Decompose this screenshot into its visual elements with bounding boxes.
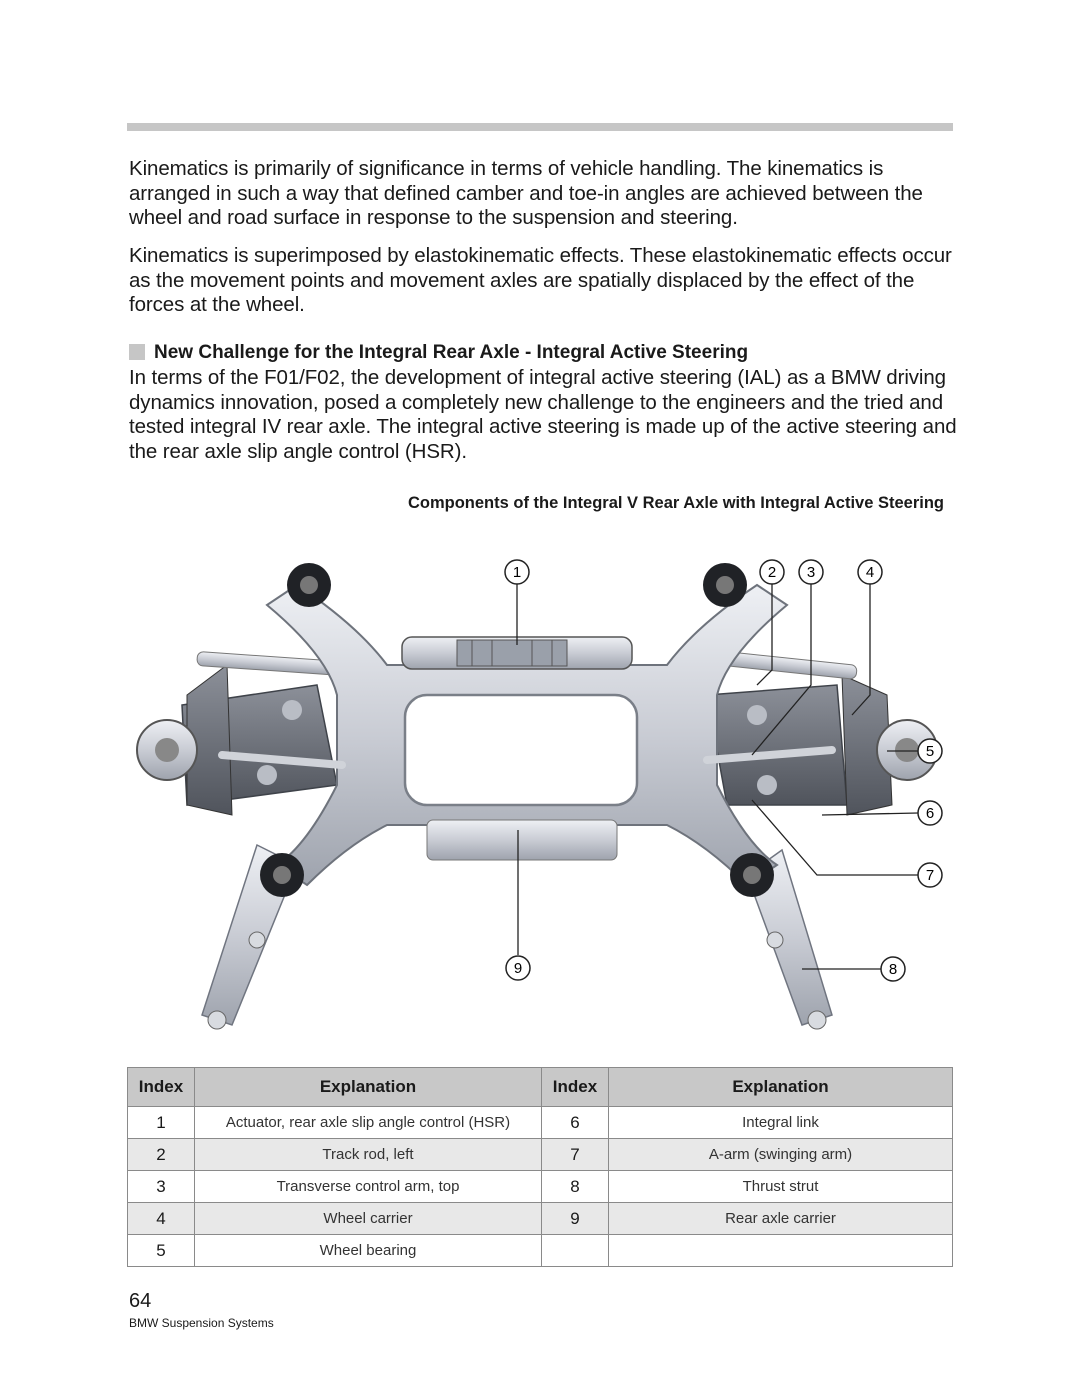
- rear-axle-carrier: [267, 585, 787, 885]
- table-cell: Rear axle carrier: [609, 1203, 953, 1235]
- page-number: 64: [129, 1290, 152, 1312]
- callout-5: [918, 739, 942, 763]
- table-cell: Integral link: [609, 1107, 953, 1139]
- svg-text:2: 2: [767, 564, 777, 581]
- table-cell: 9: [542, 1203, 609, 1235]
- a-arm-right: [707, 685, 847, 805]
- callout-9: [506, 956, 530, 980]
- callout-3: [799, 560, 823, 584]
- table-cell: Thrust strut: [609, 1171, 953, 1203]
- header-index: Index: [542, 1068, 609, 1107]
- table-cell: 8: [542, 1171, 609, 1203]
- index-table: [127, 1067, 953, 1267]
- table-cell: 4: [128, 1203, 195, 1235]
- table-cell: 5: [128, 1235, 195, 1267]
- mount-top-right: [703, 563, 747, 607]
- callout-8: [881, 957, 905, 981]
- header-explanation: Explanation: [609, 1068, 953, 1107]
- section-heading-text: New Challenge for the Integral Rear Axle - Integral Active Steering: [154, 342, 749, 363]
- table-cell: Actuator, rear axle slip angle control (HSR): [195, 1107, 542, 1139]
- callout-2: [760, 560, 784, 584]
- table-cell: 3: [128, 1171, 195, 1203]
- table-cell: 2: [128, 1139, 195, 1171]
- svg-text:5: 5: [925, 743, 935, 760]
- table-row: [128, 1203, 953, 1235]
- table-cell: Track rod, left: [195, 1139, 542, 1171]
- mount-bottom-right: [730, 853, 774, 897]
- table-header-row: [128, 1068, 953, 1107]
- table-row: [128, 1171, 953, 1203]
- callout-6: [918, 801, 942, 825]
- table-row: [128, 1107, 953, 1139]
- paragraph-integral-active-steering: In terms of the F01/F02, the development of integral active steering (IAL) as a BMW driving dynamics innovation, posed a completely new challenge to the engineers and the tried and tested integral IV rear axle. The integral active steering is made up of the active steering and the rear axle slip angle control (HSR).: [129, 366, 957, 463]
- callout-4: [858, 560, 882, 584]
- header-explanation: Explanation: [195, 1068, 542, 1107]
- callout-7: [918, 863, 942, 887]
- table-cell: [542, 1235, 609, 1267]
- svg-text:3: 3: [806, 564, 816, 581]
- bullet-square-icon: [129, 344, 145, 360]
- svg-text:6: 6: [925, 805, 935, 822]
- table-row: [128, 1139, 953, 1171]
- mount-bottom-left: [260, 853, 304, 897]
- table-row: [128, 1235, 953, 1267]
- table-cell: Transverse control arm, top: [195, 1171, 542, 1203]
- svg-text:9: 9: [513, 960, 523, 977]
- table-cell: Wheel carrier: [195, 1203, 542, 1235]
- callout-1: [505, 560, 529, 584]
- footer-title: BMW Suspension Systems: [129, 1316, 274, 1330]
- svg-text:8: 8: [888, 961, 898, 978]
- rear-axle-illustration: [127, 545, 953, 1050]
- table-cell: 1: [128, 1107, 195, 1139]
- table-cell: 7: [542, 1139, 609, 1171]
- table-cell: Wheel bearing: [195, 1235, 542, 1267]
- paragraph-elastokinematics: Kinematics is superimposed by elastokinematic effects. These elastokinematic effects occur as the movement points and movement axles are spatially displaced by the effect of the forces at the wheel.: [129, 244, 952, 316]
- mount-top-left: [287, 563, 331, 607]
- svg-text:1: 1: [512, 564, 522, 581]
- section-heading: [129, 341, 748, 365]
- table-cell: [609, 1235, 953, 1267]
- wheel-carrier-left: [137, 665, 232, 815]
- header-index: Index: [128, 1068, 195, 1107]
- svg-text:7: 7: [925, 867, 935, 884]
- paragraph-kinematics: Kinematics is primarily of significance in terms of vehicle handling. The kinematics is arranged in such a way that defined camber and toe-in angles are achieved between the wheel and road surface in response to the suspension and steering.: [129, 157, 923, 229]
- table-cell: A-arm (swinging arm): [609, 1139, 953, 1171]
- table-cell: 6: [542, 1107, 609, 1139]
- svg-text:4: 4: [865, 564, 875, 581]
- figure-title: Components of the Integral V Rear Axle with Integral Active Steering: [407, 494, 944, 512]
- header-rule: [127, 123, 953, 131]
